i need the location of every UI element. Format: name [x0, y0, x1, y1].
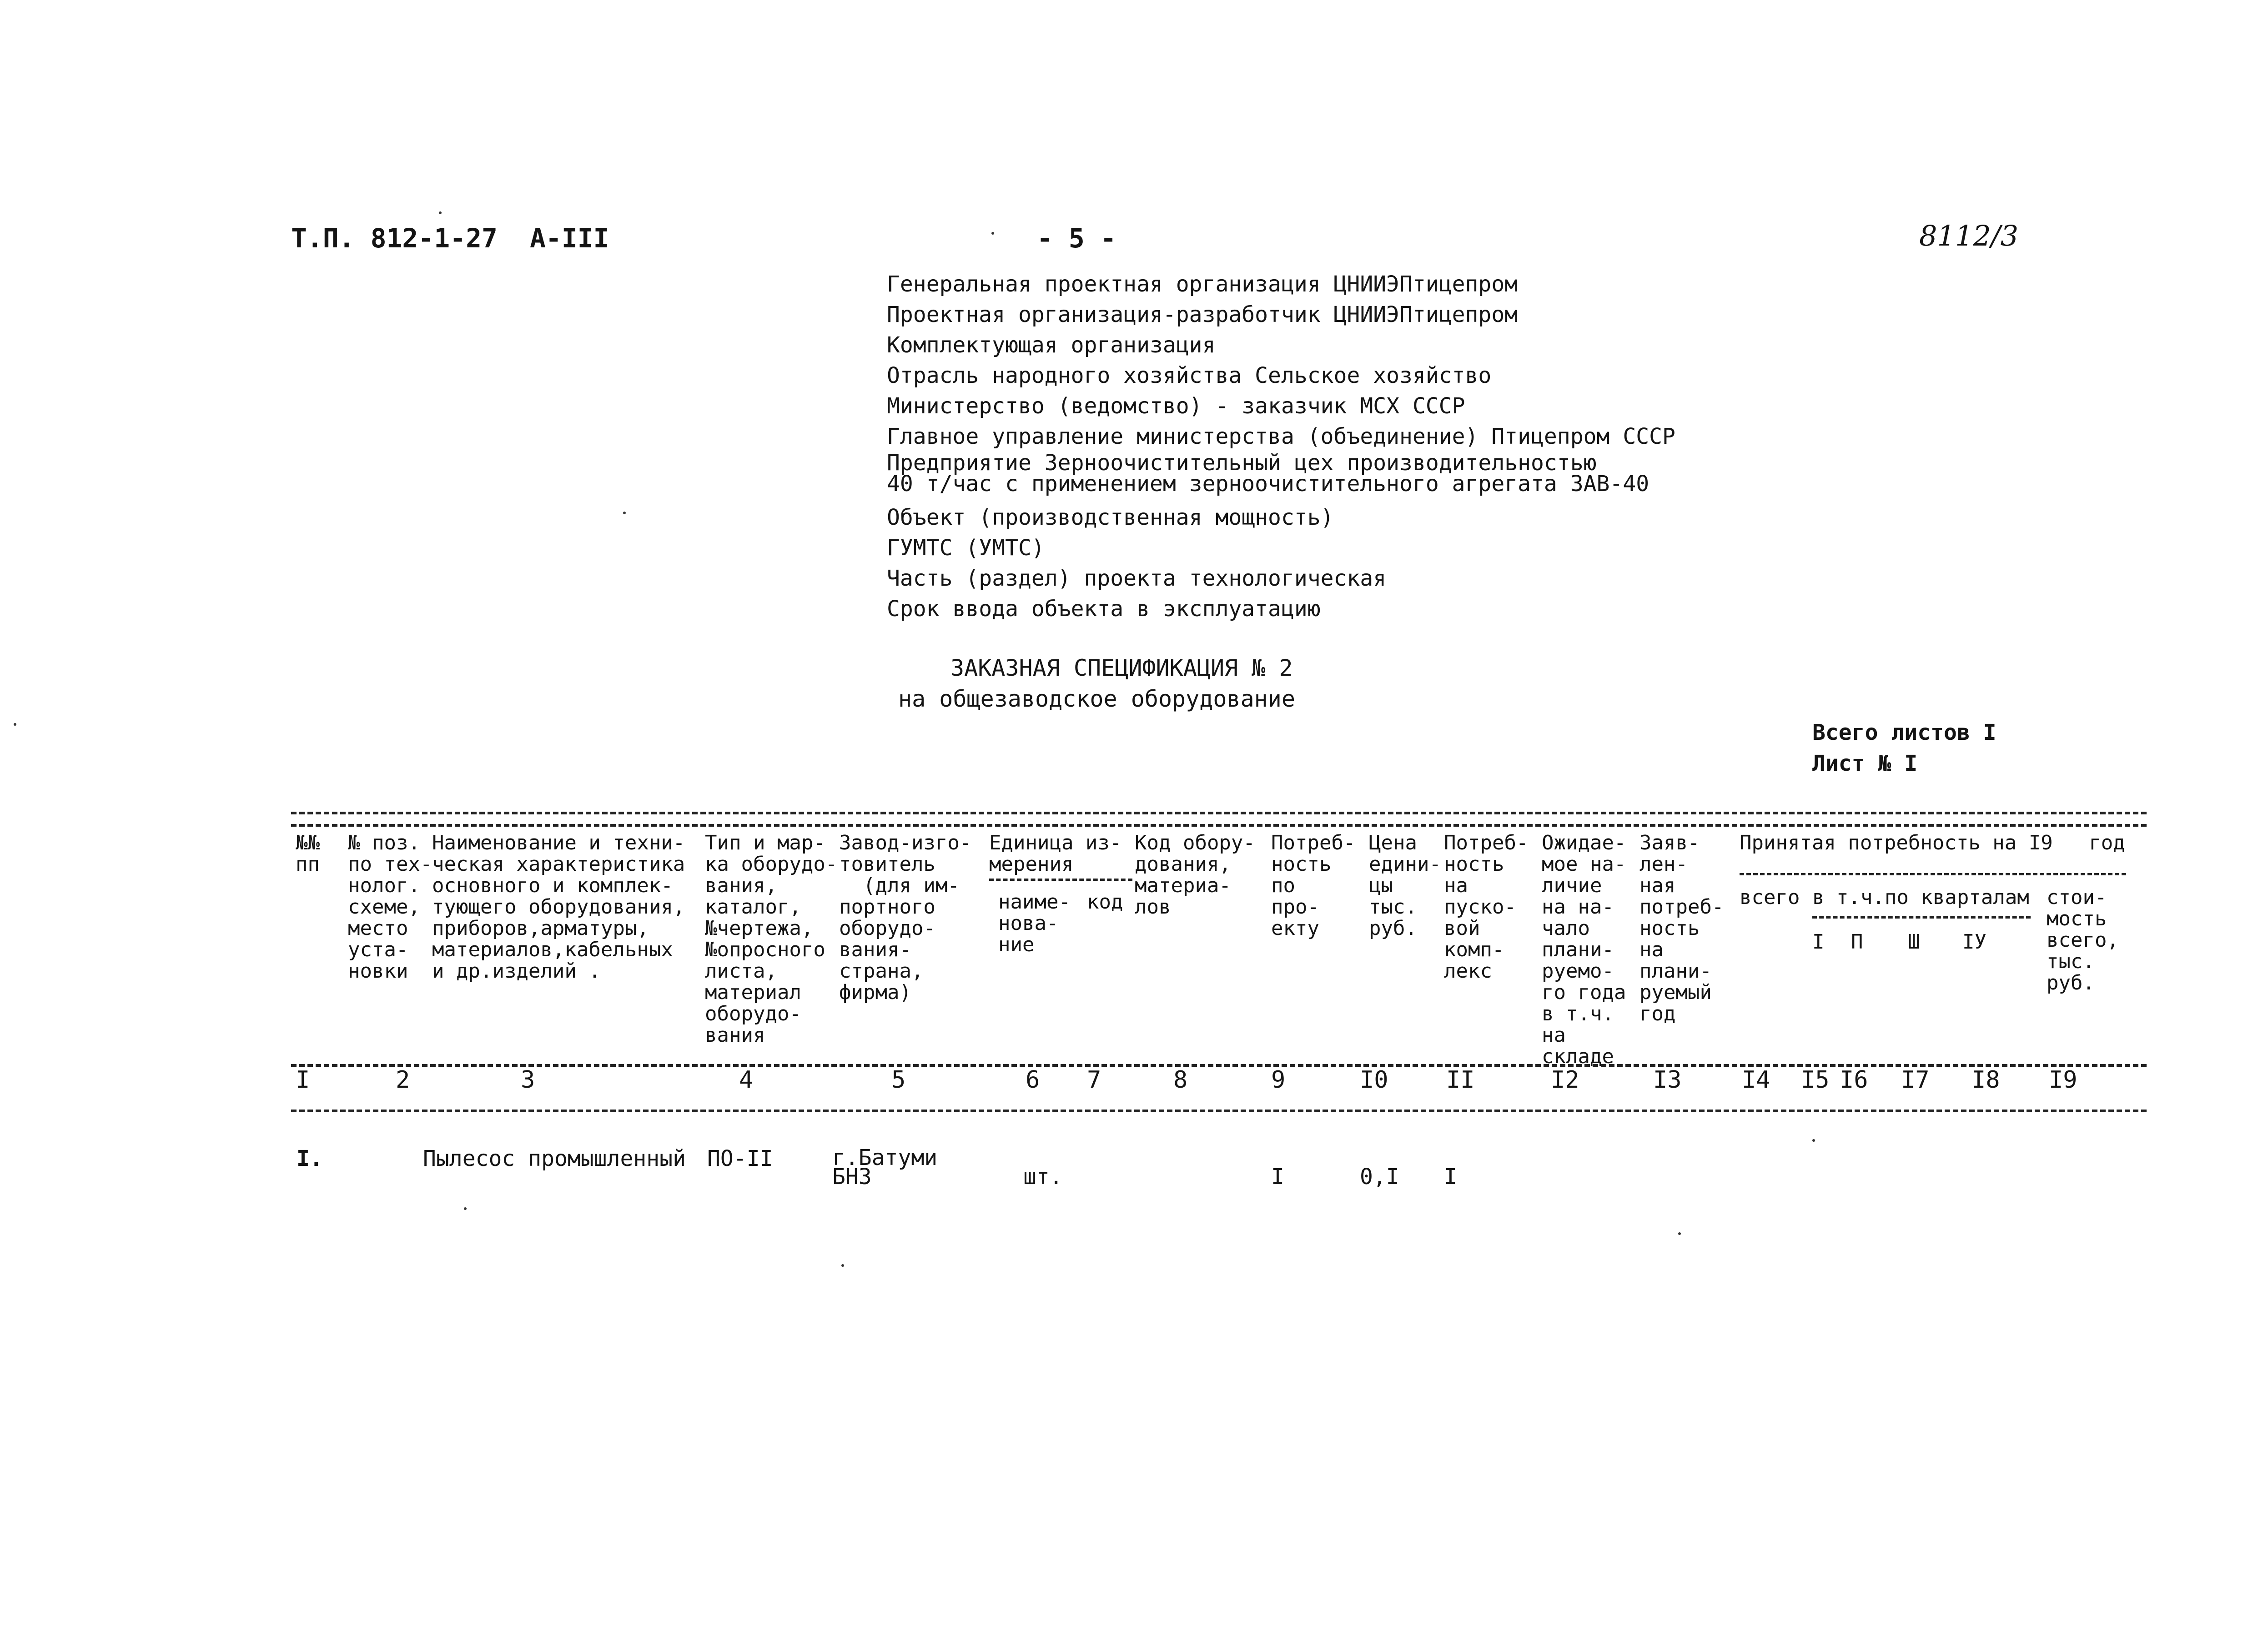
quarters-subrule — [1812, 916, 2031, 919]
table-numbers-rule — [291, 1110, 2147, 1112]
info-line: Проектная организация-разработчик ЦНИИЭПтицепром — [887, 302, 1518, 327]
info-line: Главное управление министерства (объединение) Птицепром СССР — [887, 424, 1675, 449]
scan-speck — [464, 1207, 467, 1210]
handwritten-code: 8112/3 — [1919, 219, 2019, 252]
table-top-rule — [291, 812, 2147, 814]
scan-speck — [1678, 1232, 1681, 1235]
scan-speck — [623, 512, 626, 514]
row-qty-startup: I — [1444, 1164, 1457, 1190]
col-header-accepted-group: Принятая потребность на I9 год — [1740, 831, 2125, 854]
info-line: Предприятие Зерноочистительный цех производительностью — [887, 450, 1597, 476]
column-number: 9 — [1271, 1066, 1286, 1094]
table-top-rule — [291, 824, 2147, 827]
column-number: I5 — [1801, 1066, 1830, 1094]
album-code: А-III — [530, 223, 609, 254]
column-number: I2 — [1551, 1066, 1579, 1094]
col-header-19: стои- мость всего, тыс. руб. — [2047, 886, 2119, 994]
col-header-10: Цена едини- цы тыс. руб. — [1369, 831, 1441, 940]
col-header-7: код — [1087, 890, 1123, 914]
column-number: I0 — [1360, 1066, 1388, 1094]
column-number: 8 — [1173, 1066, 1188, 1094]
sheet-current: Лист № I — [1812, 751, 1918, 776]
col-header-3: Наименование и техни- ческая характеристика основного и комплек- тующего оборудования, приборов,арматуры, материалов,кабельных и др.изделий . — [432, 831, 685, 983]
row-type: ПО-II — [707, 1146, 773, 1171]
column-number: I6 — [1840, 1066, 1868, 1094]
scan-speck — [14, 723, 16, 726]
column-number: 7 — [1087, 1066, 1101, 1094]
col-header-15: I — [1812, 930, 1825, 954]
row-maker: г.Батуми — [832, 1145, 938, 1170]
col-header-unit-group: Единица из- мерения — [989, 831, 1122, 876]
column-number: I — [296, 1066, 310, 1094]
column-number: II — [1446, 1066, 1475, 1094]
col-header-5: Завод-изго- товитель (для им- портного оборудо- вания- страна, фирма) — [839, 831, 972, 1004]
specification-title: ЗАКАЗНАЯ СПЕЦИФИКАЦИЯ № 2 — [950, 655, 1293, 681]
document-code: Т.П. 812-1-27 — [291, 223, 498, 254]
sheets-total: Всего листов I — [1812, 720, 1996, 745]
accepted-subrule — [1740, 873, 2126, 875]
col-header-16: П — [1851, 930, 1863, 954]
row-number: I. — [297, 1146, 323, 1171]
info-line: ГУМТС (УМТС) — [887, 535, 1045, 561]
column-number: I9 — [2049, 1066, 2077, 1094]
row-maker-plant: БНЗ — [832, 1164, 872, 1190]
info-line: Объект (производственная мощность) — [887, 505, 1334, 530]
column-number: 2 — [396, 1066, 410, 1094]
col-header-11: Потреб- ность на пуско- вой комп- лекс — [1444, 831, 1529, 983]
col-header-8: Код обору- дования, материа- лов — [1135, 831, 1255, 919]
column-number: 3 — [521, 1066, 535, 1094]
column-number: I8 — [1971, 1066, 2000, 1094]
column-number: I3 — [1653, 1066, 1682, 1094]
col-header-2: № поз. по тех- нолог. схеме, место уста- новки — [348, 831, 432, 983]
column-number: 4 — [739, 1066, 754, 1094]
info-line: 40 т/час с применением зерноочистительного агрегата ЗАВ-40 — [887, 471, 1649, 497]
row-price: 0,I — [1360, 1164, 1399, 1190]
info-line: Генеральная проектная организация ЦНИИЭПтицепром — [887, 271, 1518, 297]
info-line: Министерство (ведомство) - заказчик МСХ СССР — [887, 393, 1465, 419]
row-qty-project: I — [1271, 1164, 1284, 1190]
col-header-17: Ш — [1908, 930, 1920, 954]
info-line: Часть (раздел) проекта технологическая — [887, 566, 1387, 591]
column-number: 6 — [1026, 1066, 1040, 1094]
scan-speck — [1812, 1139, 1815, 1142]
unit-subrule — [989, 879, 1132, 881]
row-name: Пылесос промышленный — [423, 1146, 686, 1171]
scan-speck — [841, 1264, 844, 1267]
col-header-18: IУ — [1962, 930, 1986, 954]
row-unit: шт. — [1023, 1164, 1063, 1190]
column-number: I7 — [1901, 1066, 1930, 1094]
scan-speck — [991, 232, 994, 235]
info-line: Комплектующая организация — [887, 332, 1216, 358]
col-header-1: №№ пп — [296, 831, 320, 876]
info-line: Срок ввода объекта в эксплуатацию — [887, 596, 1321, 622]
col-header-4: Тип и мар- ка оборудо- вания, каталог, №чертежа, №опросного листа, материал оборудо- вания — [705, 831, 838, 1047]
scan-speck — [439, 211, 442, 214]
column-number: I4 — [1742, 1066, 1770, 1094]
specification-subtitle: на общезаводское оборудование — [898, 686, 1295, 712]
col-header-13: Заяв- лен- ная потреб- ность на плани- руемый год — [1639, 831, 1724, 1025]
col-header-9: Потреб- ность по про- екту — [1271, 831, 1356, 940]
page-number: - 5 - — [1037, 223, 1116, 254]
col-header-6: наиме- нова- ние — [998, 890, 1071, 956]
column-number: 5 — [891, 1066, 906, 1094]
col-header-quarters-group: в т.ч.по кварталам — [1812, 886, 2029, 909]
col-header-12: Ожидае- мое на- личие на на- чало плани- руемо- го года в т.ч. на складе — [1542, 831, 1626, 1068]
info-line: Отрасль народного хозяйства Сельское хозяйство — [887, 363, 1492, 388]
col-header-14: всего — [1740, 886, 1800, 909]
table-header-rule — [291, 1064, 2147, 1067]
